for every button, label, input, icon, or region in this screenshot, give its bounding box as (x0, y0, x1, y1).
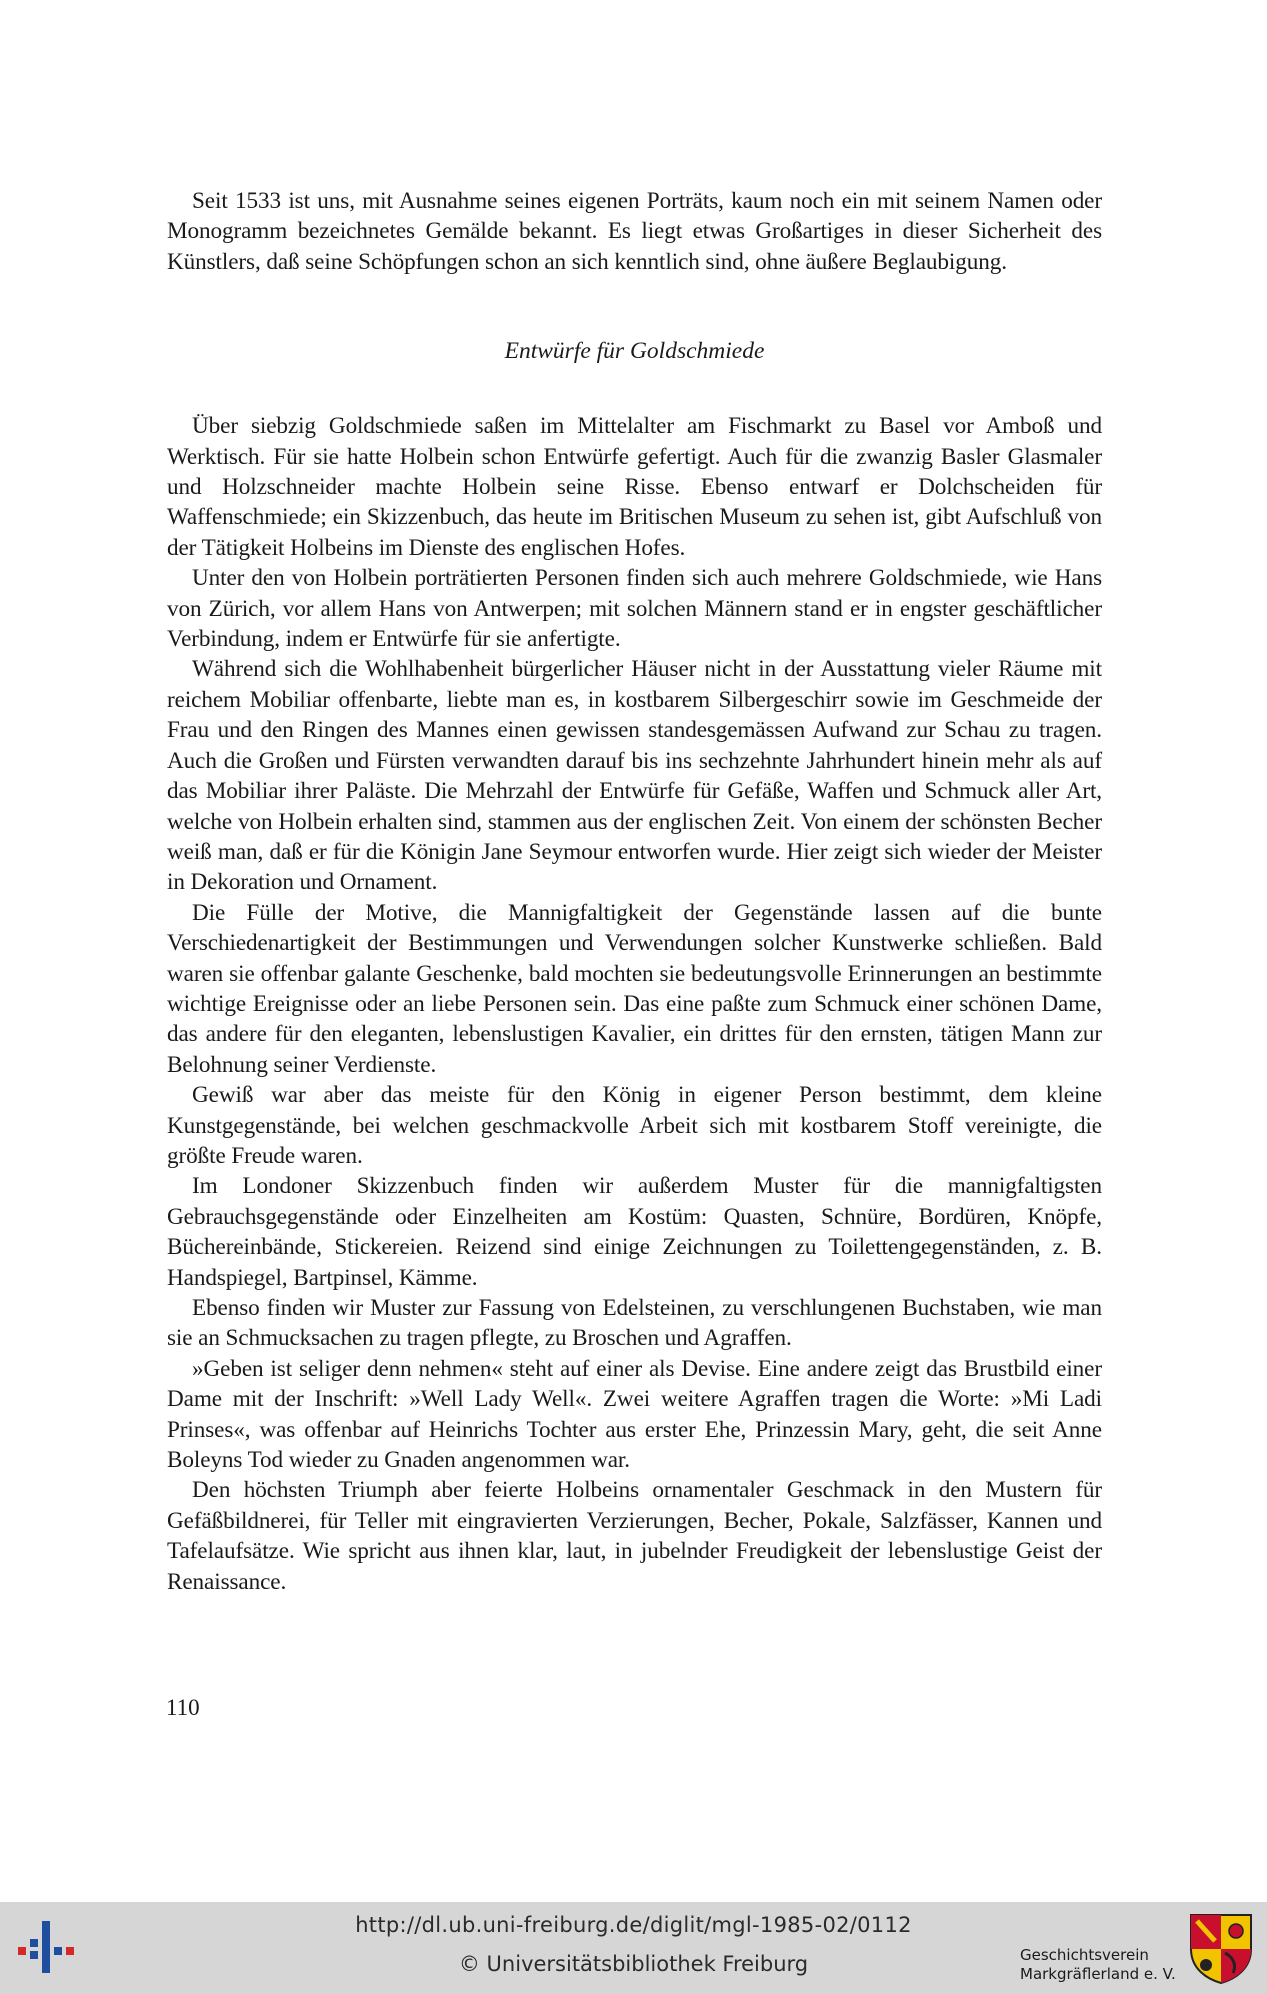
viewer-footer (0, 1902, 1267, 1994)
body-paragraph: Ebenso finden wir Muster zur Fassung von Edelsteinen, zu verschlungenen Buchstaben, wie man sie an Schmucksachen zu tragen pflegte, zu Broschen und Agraffen. (167, 1295, 1102, 1352)
body-paragraph: Während sich die Wohlhabenheit bürgerlicher Häuser nicht in der Ausstattung vieler Räume mit reichem Mobiliar offenbarte, liebte man es, in kostbarem Silbergeschirr sowie im Geschmeide der Frau und den Ringen des Mannes einen gewissen standesgemässen Aufwand zur Schau zu tragen. Auch die Großen und Fürsten verwandten darauf bis ins sechzehnte Jahrhundert hinein mehr als auf das Mobiliar ihrer Paläste. Die Mehrzahl der Entwürfe für Gefäße, Waffen und Schmuck aller Art, welche von Holbein erhalten sind, stammen aus der englischen Zeit. Von einem der schönsten Becher weiß man, daß er für die Königin Jane Seymour entworfen wurde. Hier zeigt sich wieder der Meister in Dekoration und Ornament. (167, 656, 1102, 896)
body-paragraph: »Geben ist seliger denn nehmen« steht auf einer als Devise. Eine andere zeigt das Brustbild einer Dame mit der Inschrift: »Well Lady Well«. Zwei weitere Agraffen tragen die Worte: »Mi Ladi Prinses«, was offenbar auf Heinrichs Tochter aus erster Ehe, Prinzessin Mary, geht, die seit Anne Boleyns Tod wieder zu Gnaden angenommen war. (167, 1355, 1102, 1474)
body-paragraph: Über siebzig Goldschmiede saßen im Mittelalter am Fischmarkt zu Basel vor Amboß und Werktisch. Für sie hatte Holbein schon Entwürfe gefertigt. Auch für die zwanzig Basler Glasmaler und Holzschneider machte Holbein seine Risse. Ebenso entwarf er Dolchscheiden für Waffenschmiede; ein Skizzenbuch, das heute im Britischen Museum zu sehen ist, gibt Aufschluß von der Tätigkeit Holbeins im Dienste des englischen Hofes. (167, 413, 1102, 561)
publisher-line-1: Geschichtsverein (1020, 1946, 1149, 1964)
publisher-name (1020, 1946, 1176, 1984)
body-paragraph: Unter den von Holbein porträtierten Personen finden sich auch mehrere Goldschmiede, wie Hans von Zürich, vor allem Hans von Antwerpen; mit solchen Männern stand er in engster geschäftlicher Verbindung, indem er Entwürfe für sie anfertigte. (167, 565, 1102, 653)
section-heading: Entwürfe für Goldschmiede (504, 338, 765, 365)
page-number: 110 (166, 1695, 200, 1720)
coat-of-arms-icon (1189, 1913, 1253, 1985)
body-paragraph: Den höchsten Triumph aber feierte Holbeins ornamentaler Geschmack in den Mustern für Gefäßbildnerei, für Teller mit eingravierten Verzierungen, Becher, Pokale, Salzfässer, Kannen und Tafelaufsätze. Wie spricht aus ihnen klar, laut, in jubelnder Freudigkeit der lebenslustige Geist der Renaissance. (167, 1477, 1102, 1595)
body-paragraph: Gewiß war aber das meiste für den König in eigener Person bestimmt, dem kleine Kunstgegenstände, bei welchen geschmackvolle Arbeit sich mit kostbarem Stoff vereinigte, die größte Freude waren. (167, 1082, 1102, 1169)
permalink-url[interactable]: http://dl.ub.uni-freiburg.de/diglit/mgl-1985-02/0112 (355, 1913, 912, 1937)
body-paragraph: Im Londoner Skizzenbuch finden wir außerdem Muster für die mannigfaltigsten Gebrauchsgegenstände oder Einzelheiten am Kostüm: Quasten, Schnüre, Bordüren, Knöpfe, Büchereinbände, Stickereien. Reizend sind einige Zeichnungen zu Toilettengegenständen, z. B. Handspiegel, Bartpinsel, Kämme. (167, 1173, 1102, 1291)
publisher-line-2: Markgräflerland e. V. (1020, 1965, 1176, 1983)
body-paragraph: Die Fülle der Motive, die Mannigfaltigkeit der Gegenstände lassen auf die bunte Verschiedenartigkeit der Bestimmungen und Verwendungen solcher Kunstwerke schließen. Bald waren sie offenbar galante Geschenke, bald mochten sie bedeutungsvolle Erinnerungen an bestimmte wichtige Ereignisse oder an liebe Personen sein. Das eine paßte zum Schmuck einer schönen Dame, das andere für den eleganten, lebenslustigen Kavalier, ein drittes für den ernsten, tätigen Mann zur Belohnung seiner Verdienste. (167, 899, 1102, 1078)
copyright-notice: © Universitätsbibliothek Freiburg (458, 1952, 809, 1976)
text-block (167, 186, 1102, 1597)
intro-paragraph: Seit 1533 ist uns, mit Ausnahme seines eigenen Porträts, kaum noch ein mit seinem Namen oder Monogramm bezeichnetes Gemälde bekannt. Es liegt etwas Großartiges in dieser Sicherheit des Künstlers, daß seine Schöpfungen schon an sich kenntlich sind, ohne äußere Beglaubigung. (167, 188, 1102, 275)
